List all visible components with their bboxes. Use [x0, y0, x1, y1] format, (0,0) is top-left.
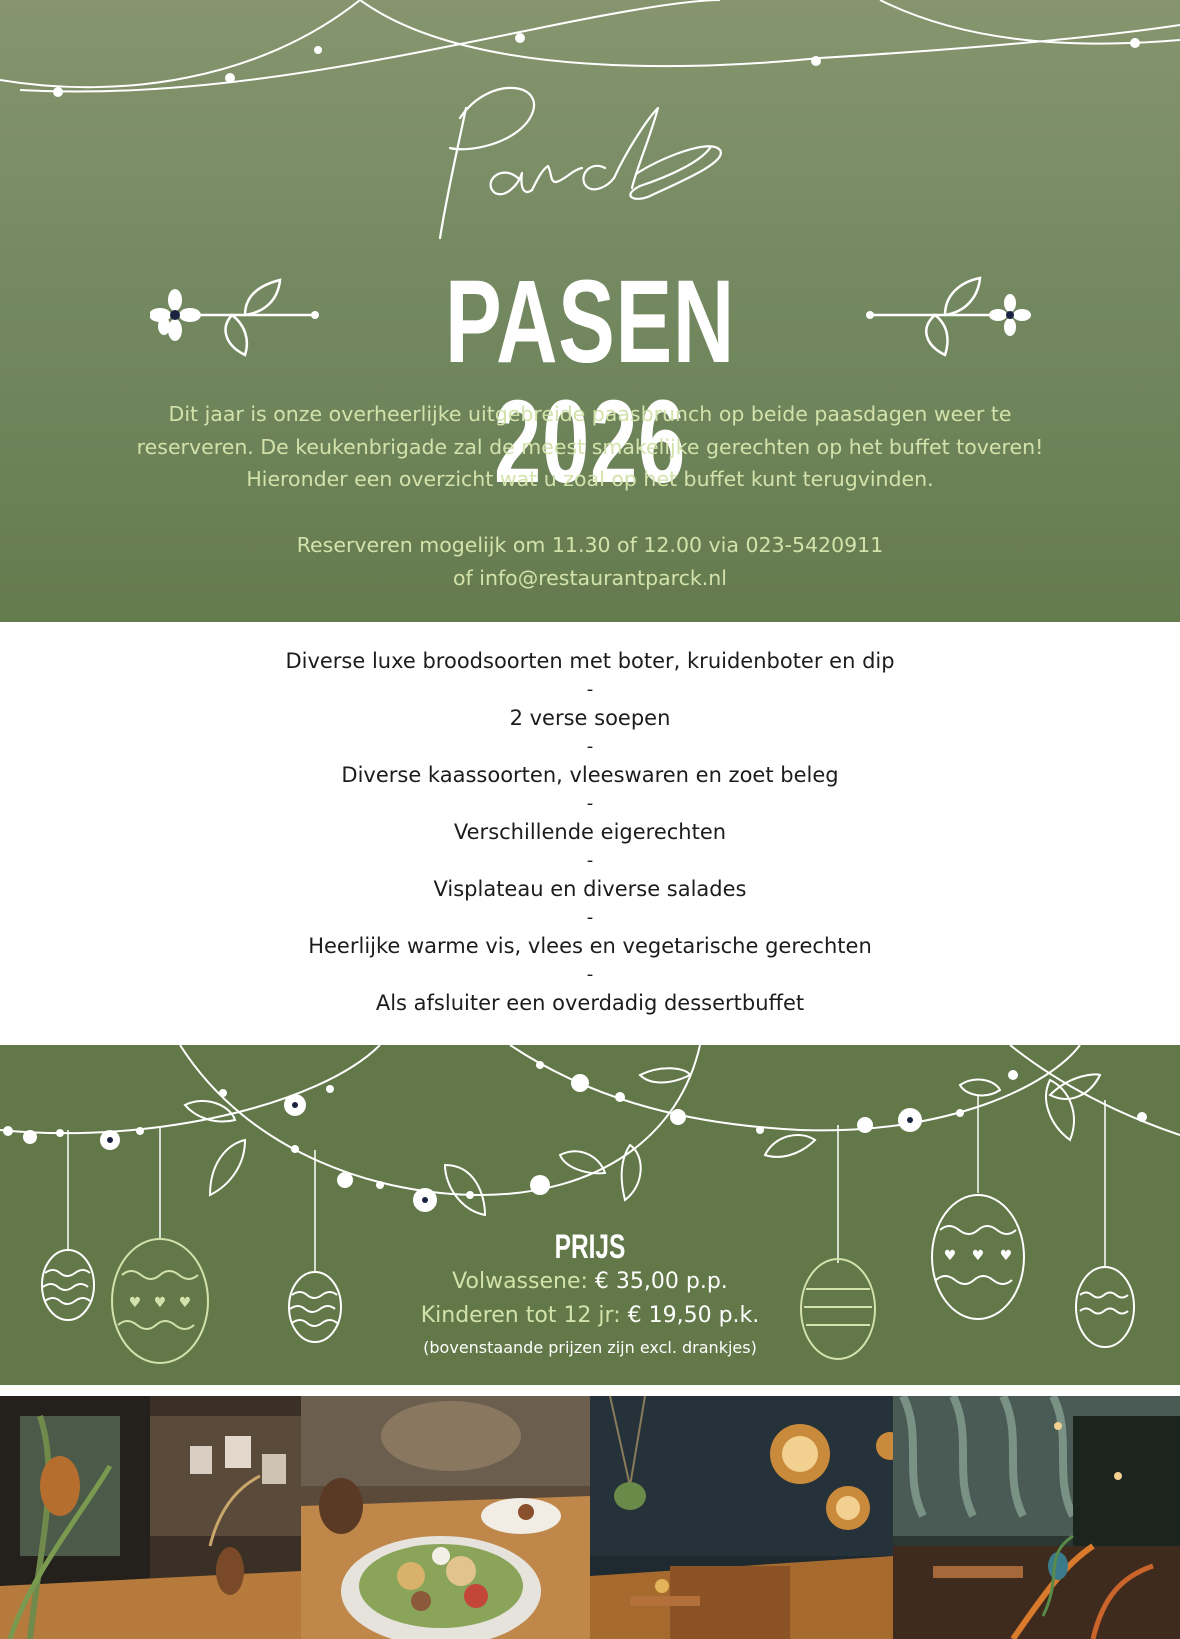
menu-item: Visplateau en diverse salades — [433, 877, 747, 901]
menu-separator: - — [586, 792, 594, 814]
reservation-phone: Reserveren mogelijk om 11.30 of 12.00 via 023-5420911 — [296, 533, 884, 557]
hero-section — [0, 0, 1180, 622]
intro-line: Dit jaar is onze overheerlijke uitgebreide paasbrunch op beide paasdagen weer te — [168, 402, 1012, 426]
reservation-email: of info@restaurantparck.nl — [452, 565, 727, 590]
menu-item: Diverse kaassoorten, vleeswaren en zoet beleg — [341, 763, 839, 787]
dining-room-photo — [893, 1396, 1180, 1639]
price-section — [0, 1045, 1180, 1385]
price-child-value: € 19,50 p.k. — [627, 1303, 760, 1328]
svg-text:♥: ♥ — [128, 1295, 142, 1311]
lounge-seating-photo — [590, 1396, 893, 1639]
flower-sprig-left-icon — [150, 270, 325, 360]
reservation-info — [100, 529, 1080, 594]
salad-dish-photo — [301, 1396, 590, 1639]
svg-text:♥: ♥ — [178, 1295, 192, 1311]
menu-separator: - — [586, 963, 594, 985]
parck-logo — [400, 78, 760, 258]
buffet-menu — [0, 622, 1180, 1045]
menu-item: Heerlijke warme vis, vlees en vegetarische gerechten — [308, 934, 872, 958]
menu-item: Als afsluiter een overdadig dessertbuffet — [375, 991, 805, 1015]
menu-separator: - — [586, 906, 594, 928]
price-child-label: Kinderen tot 12 jr: — [420, 1303, 621, 1328]
svg-text:♥: ♥ — [943, 1248, 957, 1264]
menu-item: Diverse luxe broodsoorten met boter, kruidenboter en dip — [285, 649, 895, 673]
menu-separator: - — [586, 849, 594, 871]
page-title: PASEN 2026 — [444, 256, 736, 508]
intro-text — [100, 398, 1080, 496]
menu-item: Verschillende eigerechten — [453, 820, 727, 844]
restaurant-table-photo — [0, 1396, 301, 1639]
flower-sprig-right-icon — [860, 270, 1035, 360]
easter-garland-decoration — [0, 1045, 1180, 1385]
price-child — [340, 1301, 840, 1331]
menu-item: 2 verse soepen — [509, 706, 671, 730]
price-adult-label: Volwassene: — [452, 1269, 588, 1294]
price-note: (bovenstaande prijzen zijn excl. drankjes) — [423, 1338, 757, 1357]
svg-text:♥: ♥ — [153, 1295, 167, 1311]
menu-separator: - — [586, 678, 594, 700]
svg-text:♥: ♥ — [971, 1248, 985, 1264]
intro-line: reserveren. De keukenbrigade zal de meest smakelijke gerechten op het buffet toveren! — [136, 434, 1044, 459]
svg-text:♥: ♥ — [999, 1248, 1013, 1264]
price-title: PRIJS — [554, 1228, 626, 1266]
photo-strip — [0, 1396, 1180, 1639]
menu-separator: - — [586, 735, 594, 757]
price-adult-value: € 35,00 p.p. — [594, 1269, 728, 1294]
intro-line: Hieronder een overzicht wat u zoal op het buffet kunt terugvinden. — [246, 467, 934, 491]
price-adult — [340, 1267, 840, 1297]
menu-list — [0, 647, 1180, 1018]
